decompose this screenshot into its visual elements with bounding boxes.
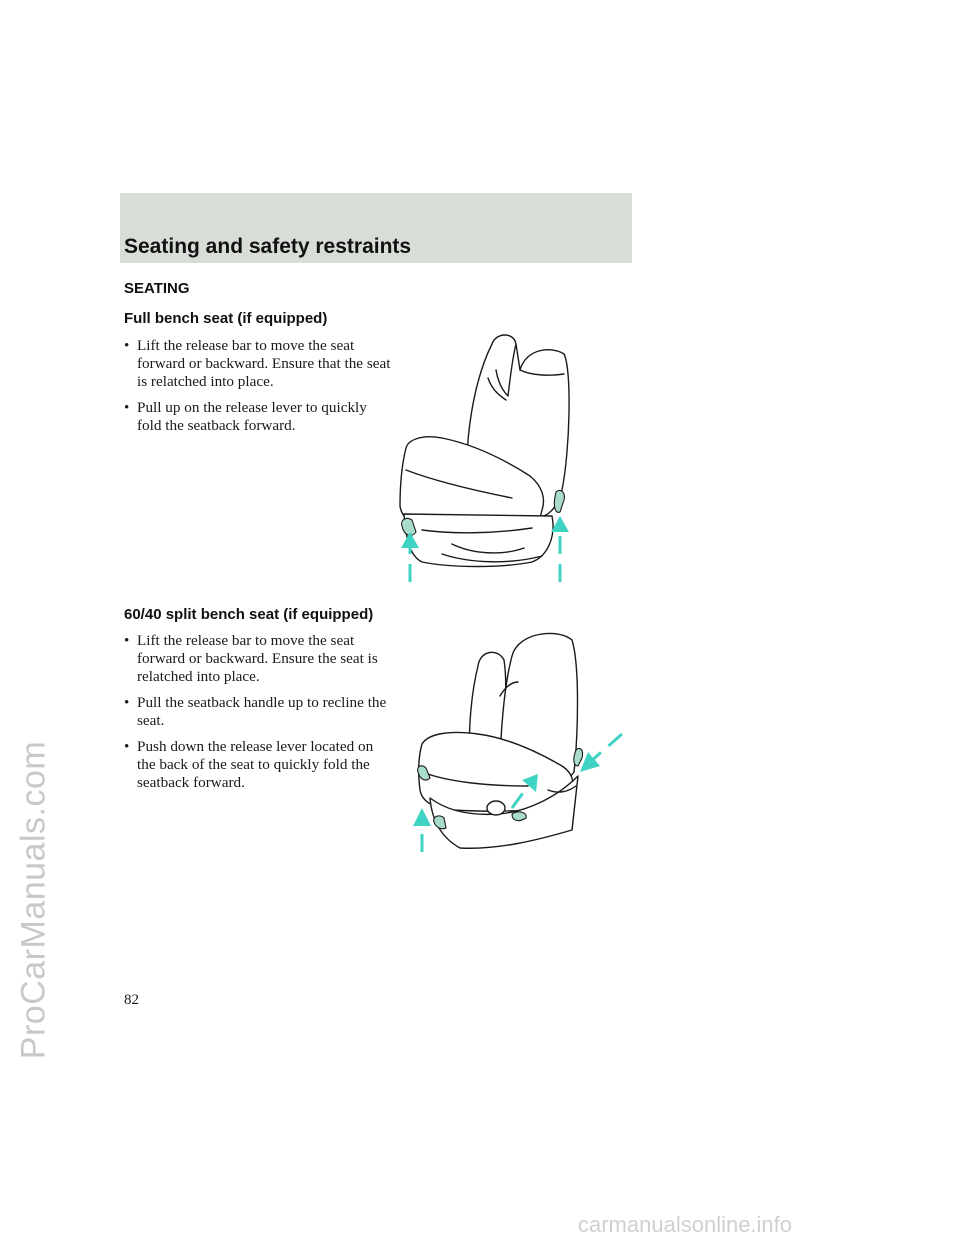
full-bench-heading: Full bench seat (if equipped) bbox=[124, 310, 328, 327]
section-heading: SEATING bbox=[124, 280, 190, 297]
side-watermark bbox=[4, 560, 64, 1240]
split-bench-seat-illustration bbox=[408, 626, 632, 854]
page-number: 82 bbox=[124, 992, 139, 1008]
page-section-title: Seating and safety restraints bbox=[124, 235, 412, 258]
full-bench-instructions bbox=[124, 337, 392, 443]
list-item: • Lift the release bar to move the seat forward or backward. Ensure the seat is relatched into place. bbox=[124, 632, 392, 686]
list-item: • Pull up on the release lever to quickly fold the seatback forward. bbox=[124, 399, 392, 435]
list-item: • Pull the seatback handle up to recline the seat. bbox=[124, 694, 392, 730]
list-item: • Lift the release bar to move the seat forward or backward. Ensure that the seat is relatched into place. bbox=[124, 337, 392, 391]
side-watermark-text: ProCarManuals.com bbox=[14, 740, 53, 1060]
section-header-band bbox=[120, 193, 632, 263]
split-bench-heading: 60/40 split bench seat (if equipped) bbox=[124, 606, 374, 623]
list-item: • Push down the release lever located on the back of the seat to quickly fold the seatback forward. bbox=[124, 738, 392, 792]
footer-watermark: carmanualsonline.info bbox=[578, 1212, 793, 1237]
bench-seat-illustration bbox=[392, 330, 582, 586]
split-bench-instructions bbox=[124, 632, 392, 800]
